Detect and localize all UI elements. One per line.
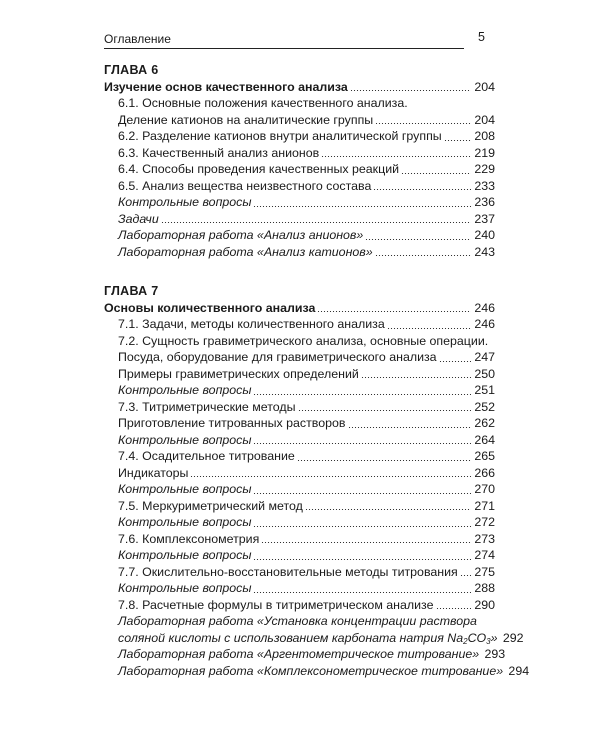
toc-entry[interactable] [104, 448, 495, 465]
toc-entry-page: 270 [474, 482, 495, 496]
toc-entry[interactable] [104, 145, 495, 162]
leader-dots [350, 90, 471, 91]
toc-entry-title: Контрольные вопросы [118, 195, 252, 209]
leader-dots [161, 222, 471, 223]
toc-entry-page: 293 [484, 647, 506, 661]
toc-entry[interactable] [104, 646, 506, 663]
leader-dots [190, 476, 471, 477]
toc-entry-title: 6.4. Способы проведения качественных реакций [118, 162, 400, 176]
leader-dots [375, 255, 471, 256]
toc-entry-page: 208 [474, 129, 495, 143]
leader-dots [253, 592, 471, 593]
chapter-heading: ГЛАВА 7 [104, 284, 159, 298]
toc-entry[interactable] [104, 663, 530, 680]
leader-dots [373, 189, 471, 190]
toc-entry-page: 290 [474, 597, 495, 612]
toc-entry-title: Контрольные вопросы [118, 383, 252, 397]
toc-entry-page: 219 [474, 145, 495, 160]
toc-entry-title: 6.1. Основные положения качественного анализа. [118, 96, 408, 110]
toc-entry[interactable] [104, 432, 495, 449]
formula-text: » [490, 630, 498, 645]
toc-entry-title: Примеры гравиметрических определений [118, 366, 359, 381]
page-number: 5 [478, 30, 485, 44]
toc-entry-page: 273 [474, 531, 495, 546]
toc-entry-page: 275 [474, 564, 495, 579]
formula-text: CO [467, 630, 487, 645]
leader-dots [317, 311, 471, 312]
toc-entry[interactable] [104, 597, 495, 614]
toc-entry-page: 274 [474, 548, 495, 562]
toc-entry[interactable] [104, 531, 495, 548]
toc-entry[interactable] [104, 128, 495, 145]
leader-dots [361, 377, 471, 378]
toc-entry-page: 246 [474, 300, 495, 315]
leader-dots [305, 509, 471, 510]
toc-entry-page: 262 [474, 416, 495, 430]
toc-entry-title: 6.3. Качественный анализ анионов [118, 145, 320, 160]
toc-entry-title: Деление катионов на аналитические группы [118, 112, 374, 127]
toc-entry-page: 265 [474, 449, 495, 463]
toc-entry[interactable] [104, 211, 495, 228]
leader-dots [436, 608, 472, 609]
leader-dots [297, 460, 471, 461]
chapter-6 [104, 62, 495, 260]
toc-entry-title: Контрольные вопросы [118, 515, 252, 529]
leader-dots [460, 575, 471, 576]
toc-entry-page: 294 [508, 663, 530, 678]
toc-entry-title: Основы количественного анализа [104, 300, 316, 315]
toc-entry-title: 7.7. Окислительно-восстановительные методы титрования [118, 564, 458, 579]
toc-entry-page: 288 [474, 581, 495, 595]
toc-entry-title: Контрольные вопросы [118, 581, 252, 595]
toc-entry[interactable] [104, 300, 495, 317]
toc-entry[interactable] [104, 564, 495, 581]
toc-entry-page: 229 [474, 162, 495, 176]
toc-entry-page: 252 [474, 399, 495, 414]
toc-entry[interactable] [104, 613, 495, 630]
running-header [104, 32, 464, 49]
toc-entry[interactable] [104, 399, 495, 416]
toc-entry[interactable] [104, 194, 495, 211]
toc-entry[interactable] [104, 161, 495, 178]
leader-dots [261, 542, 471, 543]
toc-entry-title: 6.2. Разделение катионов внутри аналитической группы [118, 129, 442, 143]
leader-dots [253, 394, 471, 395]
toc-entry-page: 271 [474, 498, 495, 513]
toc-entry[interactable] [104, 316, 495, 333]
toc-entry-title: Лабораторная работа «Установка концентрации раствора [118, 614, 477, 628]
toc-entry[interactable] [104, 112, 495, 129]
toc-entry[interactable] [104, 349, 495, 366]
toc-entry-title: Контрольные вопросы [118, 482, 252, 496]
toc-entry-title: Задачи [118, 211, 159, 226]
leader-dots [321, 156, 471, 157]
subscript: 3 [486, 636, 491, 646]
leader-dots [253, 526, 471, 527]
leader-dots [348, 427, 472, 428]
toc-entry-page: 272 [474, 515, 495, 529]
toc-entry-title: Посуда, оборудование для гравиметрического анализа [118, 350, 437, 364]
leader-dots [444, 140, 471, 141]
toc-entry-page: 264 [474, 432, 495, 447]
toc-entry[interactable] [104, 514, 495, 531]
leader-dots [401, 173, 471, 174]
toc-entry-title: 7.8. Расчетные формулы в титриметрическом анализе [118, 597, 434, 612]
toc-entry-title: 7.3. Титриметрические методы [118, 399, 296, 414]
subscript: 2 [463, 636, 468, 646]
toc-entry-title: Контрольные вопросы [118, 432, 252, 447]
toc-entry-title: Лабораторная работа «Анализ анионов» [118, 228, 364, 242]
toc-entry[interactable] [104, 333, 495, 350]
toc-entry-page: 246 [474, 317, 495, 331]
toc-entry-page: 251 [474, 383, 495, 397]
toc-entry[interactable] [104, 630, 524, 647]
toc-entry-page: 204 [474, 79, 495, 94]
toc-entry-title: 6.5. Анализ вещества неизвестного состава [118, 178, 372, 193]
toc-entry[interactable] [104, 547, 495, 564]
leader-dots [298, 410, 471, 411]
leader-dots [253, 206, 471, 207]
toc-entry-title: Лабораторная работа «Комплексонометрическое титрование» [118, 663, 504, 678]
toc-entry-page: 292 [502, 630, 524, 645]
toc-entry[interactable] [104, 244, 495, 261]
toc-entry[interactable] [104, 580, 495, 597]
toc-entry[interactable] [104, 227, 495, 244]
leader-dots [387, 328, 471, 329]
toc-entry-title: Индикаторы [118, 465, 189, 480]
leader-dots [253, 443, 471, 444]
toc-entry-page: 233 [474, 178, 495, 193]
toc-entry-page: 236 [474, 195, 495, 209]
toc-entry-title: 7.5. Меркуриметрический метод [118, 498, 303, 513]
leader-dots [253, 493, 471, 494]
toc-entry[interactable] [104, 498, 495, 515]
toc-entry[interactable] [104, 79, 495, 96]
toc-entry-page: 204 [474, 112, 495, 127]
toc-entry[interactable] [104, 382, 495, 399]
header-title: Оглавление [104, 32, 171, 46]
toc-entry[interactable] [104, 465, 495, 482]
toc-entry-page: 243 [474, 244, 495, 259]
toc-entry-title: 7.1. Задачи, методы количественного анализа [118, 317, 385, 331]
toc-entry-title: Лабораторная работа «Аргентометрическое титрование» [118, 647, 480, 661]
toc-entry-title: Приготовление титрованных растворов [118, 416, 346, 430]
toc-entry-page: 237 [474, 211, 495, 226]
toc-entry-title: 7.4. Осадительное титрование [118, 449, 295, 463]
toc-entry[interactable] [104, 481, 495, 498]
toc-entry[interactable] [104, 366, 495, 383]
chapter-7 [104, 283, 530, 679]
formula-text: соляной кислоты с использованием карбоната натрия Na [118, 630, 464, 645]
toc-entry-page: 250 [474, 366, 495, 381]
toc-entry-page: 240 [474, 228, 495, 242]
toc-entry-page: 247 [474, 350, 495, 364]
toc-entry[interactable] [104, 95, 495, 112]
chapter-heading: ГЛАВА 6 [104, 63, 159, 77]
leader-dots [439, 361, 471, 362]
toc-entry-page: 266 [474, 465, 495, 480]
toc-entry-title: Лабораторная работа «Анализ катионов» [118, 244, 373, 259]
leader-dots [253, 559, 471, 560]
toc-entry-title: Изучение основ качественного анализа [104, 79, 348, 94]
toc-entry-title: 7.2. Сущность гравиметрического анализа, основные операции. [118, 333, 489, 348]
toc-entry-title: Контрольные вопросы [118, 548, 252, 562]
toc-entry[interactable] [104, 415, 495, 432]
leader-dots [375, 123, 471, 124]
toc-entry-title: 7.6. Комплексонометрия [118, 531, 260, 546]
leader-dots [365, 239, 471, 240]
toc-entry[interactable] [104, 178, 495, 195]
